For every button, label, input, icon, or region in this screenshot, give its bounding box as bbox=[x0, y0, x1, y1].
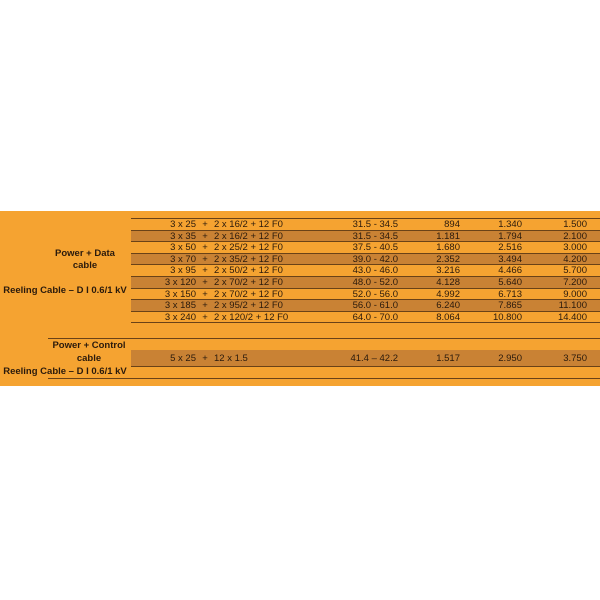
cell-diameter: 39.0 - 42.0 bbox=[352, 253, 398, 265]
cell-v3: 14.400 bbox=[557, 311, 587, 323]
cell-v2: 7.865 bbox=[498, 300, 522, 312]
cell-aux: 2 x 16/2 + 12 F0 bbox=[214, 230, 283, 242]
cell-cores: 3 x 120 bbox=[164, 277, 196, 288]
cell-cores: 3 x 25 bbox=[170, 219, 196, 230]
cell-aux: 2 x 70/2 + 12 F0 bbox=[214, 288, 283, 300]
cell-v3: 7.200 bbox=[563, 277, 587, 288]
cell-v3: 1.500 bbox=[563, 219, 587, 230]
cell-v2: 2.516 bbox=[498, 242, 522, 254]
cell-diameter: 48.0 - 52.0 bbox=[352, 277, 398, 288]
cell-v2: 6.713 bbox=[498, 288, 522, 300]
cell-cores: 5 x 25 bbox=[170, 353, 196, 364]
cell-v3: 3.750 bbox=[563, 353, 587, 364]
group2-label-line3: Reeling Cable – D I 0.6/1 kV bbox=[3, 366, 127, 377]
cell-aux: 2 x 16/2 + 12 F0 bbox=[214, 219, 283, 230]
cell-v2: 10.800 bbox=[492, 311, 522, 323]
cell-v2: 2.950 bbox=[498, 353, 522, 364]
group2-label-line2: cable bbox=[76, 353, 102, 364]
row-divider bbox=[131, 366, 600, 367]
cell-cores: 3 x 150 bbox=[164, 288, 196, 300]
cell-v1: 1.517 bbox=[436, 353, 460, 364]
cell-cores: 3 x 35 bbox=[170, 230, 196, 242]
cell-plus: + bbox=[202, 288, 208, 300]
cell-v2: 5.640 bbox=[498, 277, 522, 288]
cell-aux: 12 x 1.5 bbox=[214, 353, 248, 364]
cell-plus: + bbox=[202, 311, 208, 323]
cell-plus: + bbox=[202, 300, 208, 312]
row-divider bbox=[48, 378, 600, 379]
cell-aux: 2 x 35/2 + 12 F0 bbox=[214, 253, 283, 265]
cell-diameter: 64.0 - 70.0 bbox=[352, 311, 398, 323]
cell-diameter: 37.5 - 40.5 bbox=[352, 242, 398, 254]
cell-v1: 894 bbox=[444, 219, 460, 230]
cell-plus: + bbox=[202, 230, 208, 242]
cell-cores: 3 x 50 bbox=[170, 242, 196, 254]
cell-v1: 3.216 bbox=[436, 265, 460, 277]
row-divider bbox=[48, 338, 600, 339]
cell-v3: 5.700 bbox=[563, 265, 587, 277]
cell-cores: 3 x 185 bbox=[164, 300, 196, 312]
group1-label-line3: Reeling Cable – D I 0.6/1 kV bbox=[3, 285, 127, 296]
cell-diameter: 56.0 - 61.0 bbox=[352, 300, 398, 312]
cell-diameter: 31.5 - 34.5 bbox=[352, 219, 398, 230]
cell-plus: + bbox=[202, 242, 208, 254]
cell-plus: + bbox=[202, 265, 208, 277]
cell-plus: + bbox=[202, 277, 208, 288]
cell-cores: 3 x 240 bbox=[164, 311, 196, 323]
cell-v2: 1.794 bbox=[498, 230, 522, 242]
cell-v2: 1.340 bbox=[498, 219, 522, 230]
cell-v1: 1.181 bbox=[436, 230, 460, 242]
cell-v1: 1.680 bbox=[436, 242, 460, 254]
cell-v3: 9.000 bbox=[563, 288, 587, 300]
cell-plus: + bbox=[202, 353, 208, 364]
cell-diameter: 41.4 – 42.2 bbox=[350, 353, 398, 364]
cell-v2: 3.494 bbox=[498, 253, 522, 265]
group1-label-line1: Power + Data bbox=[55, 248, 115, 259]
cell-aux: 2 x 25/2 + 12 F0 bbox=[214, 242, 283, 254]
cell-v1: 4.128 bbox=[436, 277, 460, 288]
group1-label-line2: cable bbox=[72, 260, 98, 271]
cell-cores: 3 x 70 bbox=[170, 253, 196, 265]
cell-cores: 3 x 95 bbox=[170, 265, 196, 277]
cell-v3: 4.200 bbox=[563, 253, 587, 265]
cell-aux: 2 x 120/2 + 12 F0 bbox=[214, 311, 289, 323]
cell-diameter: 52.0 - 56.0 bbox=[352, 288, 398, 300]
cell-diameter: 43.0 - 46.0 bbox=[352, 265, 398, 277]
cell-v3: 11.100 bbox=[558, 300, 587, 312]
cell-v1: 4.992 bbox=[436, 288, 460, 300]
cell-plus: + bbox=[202, 219, 208, 230]
cell-diameter: 31.5 - 34.5 bbox=[352, 230, 398, 242]
cell-v3: 3.000 bbox=[563, 242, 587, 254]
row-divider bbox=[131, 322, 600, 323]
cell-aux: 2 x 50/2 + 12 F0 bbox=[214, 265, 283, 277]
cell-v2: 4.466 bbox=[498, 265, 522, 277]
cell-v1: 8.064 bbox=[436, 311, 460, 323]
cell-v3: 2.100 bbox=[563, 230, 587, 242]
cell-aux: 2 x 70/2 + 12 F0 bbox=[214, 277, 283, 288]
cell-plus: + bbox=[202, 253, 208, 265]
cell-v1: 6.240 bbox=[436, 300, 460, 312]
group2-label-line1: Power + Control bbox=[52, 340, 126, 351]
cell-v1: 2.352 bbox=[436, 253, 460, 265]
cell-aux: 2 x 95/2 + 12 F0 bbox=[214, 300, 283, 312]
